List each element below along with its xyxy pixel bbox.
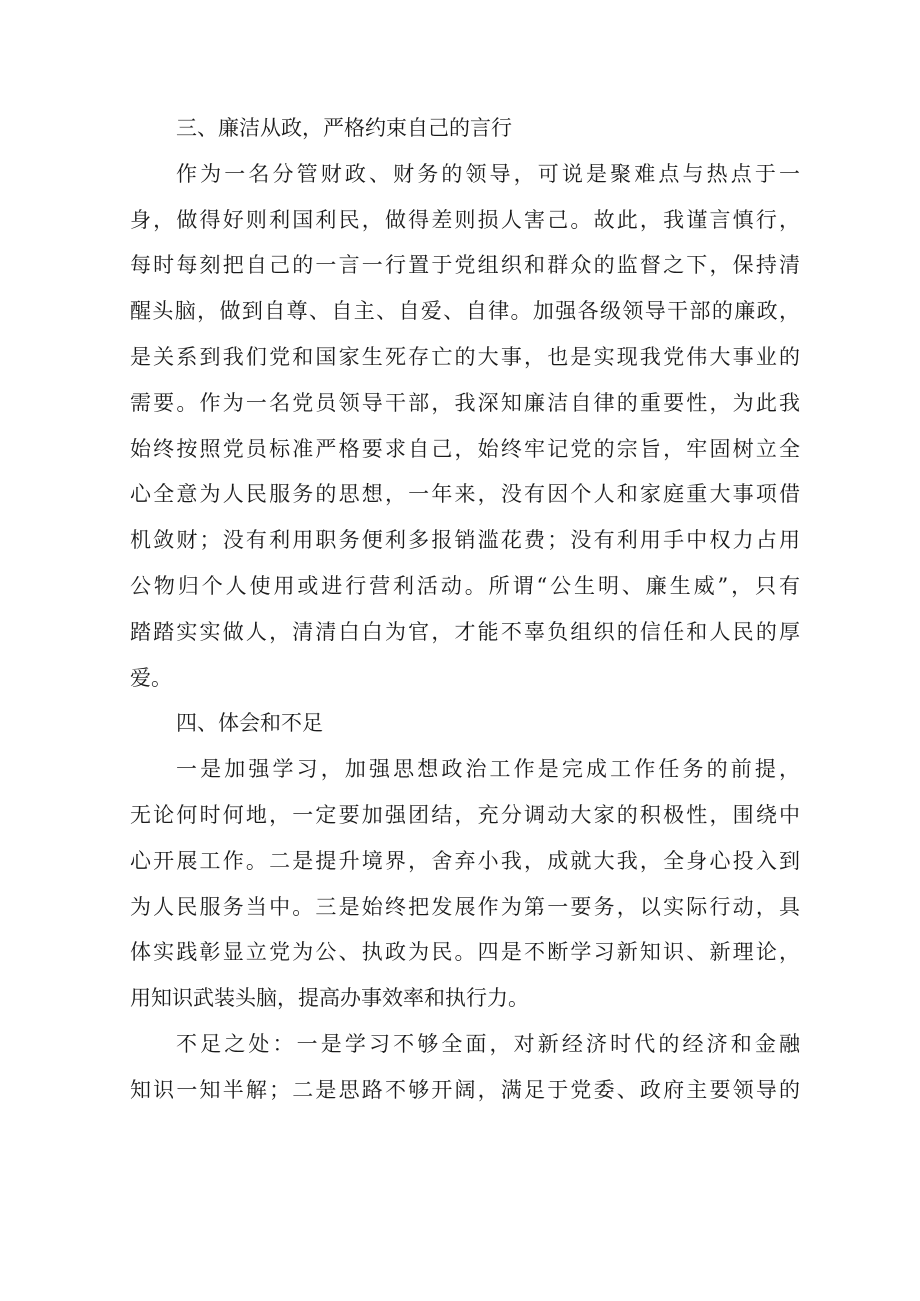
paragraph-line: 醒头脑，做到自尊、自主、自爱、自律。加强各级领导干部的廉政， [130, 299, 800, 324]
paragraph-line: 身，做得好则利国利民，做得差则损人害己。故此，我谨言慎行， [130, 207, 800, 232]
paragraph-line: 无论何时何地，一定要加强团结，充分调动大家的积极性，围绕中 [130, 802, 800, 827]
paragraph-line: 知识一知半解；二是思路不够开阔，满足于党委、政府主要领导的 [130, 1077, 800, 1102]
paragraph-line: 作为一名分管财政、财务的领导，可说是聚难点与热点于一 [176, 161, 800, 186]
paragraph-line: 爱。 [130, 665, 172, 690]
paragraph-line: 用知识武装头脑，提高办事效率和执行力。 [130, 986, 529, 1011]
paragraph-line: 体实践彰显立党为公、执政为民。四是不断学习新知识、新理论， [130, 940, 800, 965]
paragraph-line: 机敛财；没有利用职务便利多报销滥花费；没有利用手中权力占用 [130, 528, 800, 553]
paragraph-line: 每时每刻把自己的一言一行置于党组织和群众的监督之下，保持清 [130, 253, 800, 278]
paragraph-line: 一是加强学习，加强思想政治工作是完成工作任务的前提， [176, 757, 800, 782]
paragraph-line: 需要。作为一名党员领导干部，我深知廉洁自律的重要性，为此我 [130, 390, 800, 415]
paragraph-line: 不足之处：一是学习不够全面，对新经济时代的经济和金融 [176, 1031, 800, 1056]
paragraph-line: 心全意为人民服务的思想，一年来，没有因个人和家庭重大事项借 [130, 482, 800, 507]
section-heading: 三、廉洁从政，严格约束自己的言行 [176, 116, 512, 140]
paragraph-line: 始终按照党员标准严格要求自己，始终牢记党的宗旨，牢固树立全 [130, 436, 800, 461]
paragraph-line: 公物归个人使用或进行营利活动。所谓“公生明、廉生威”，只有 [130, 573, 800, 598]
paragraph-line: 是关系到我们党和国家生死存亡的大事，也是实现我党伟大事业的 [130, 344, 800, 369]
paragraph-line: 心开展工作。二是提升境界，舍弃小我，成就大我，全身心投入到 [130, 848, 800, 873]
paragraph-line: 踏踏实实做人，清清白白为官，才能不辜负组织的信任和人民的厚 [130, 619, 800, 644]
document-body [130, 106, 800, 1114]
paragraph-line: 为人民服务当中。三是始终把发展作为第一要务，以实际行动，具 [130, 894, 800, 919]
section-heading: 四、体会和不足 [176, 711, 323, 736]
